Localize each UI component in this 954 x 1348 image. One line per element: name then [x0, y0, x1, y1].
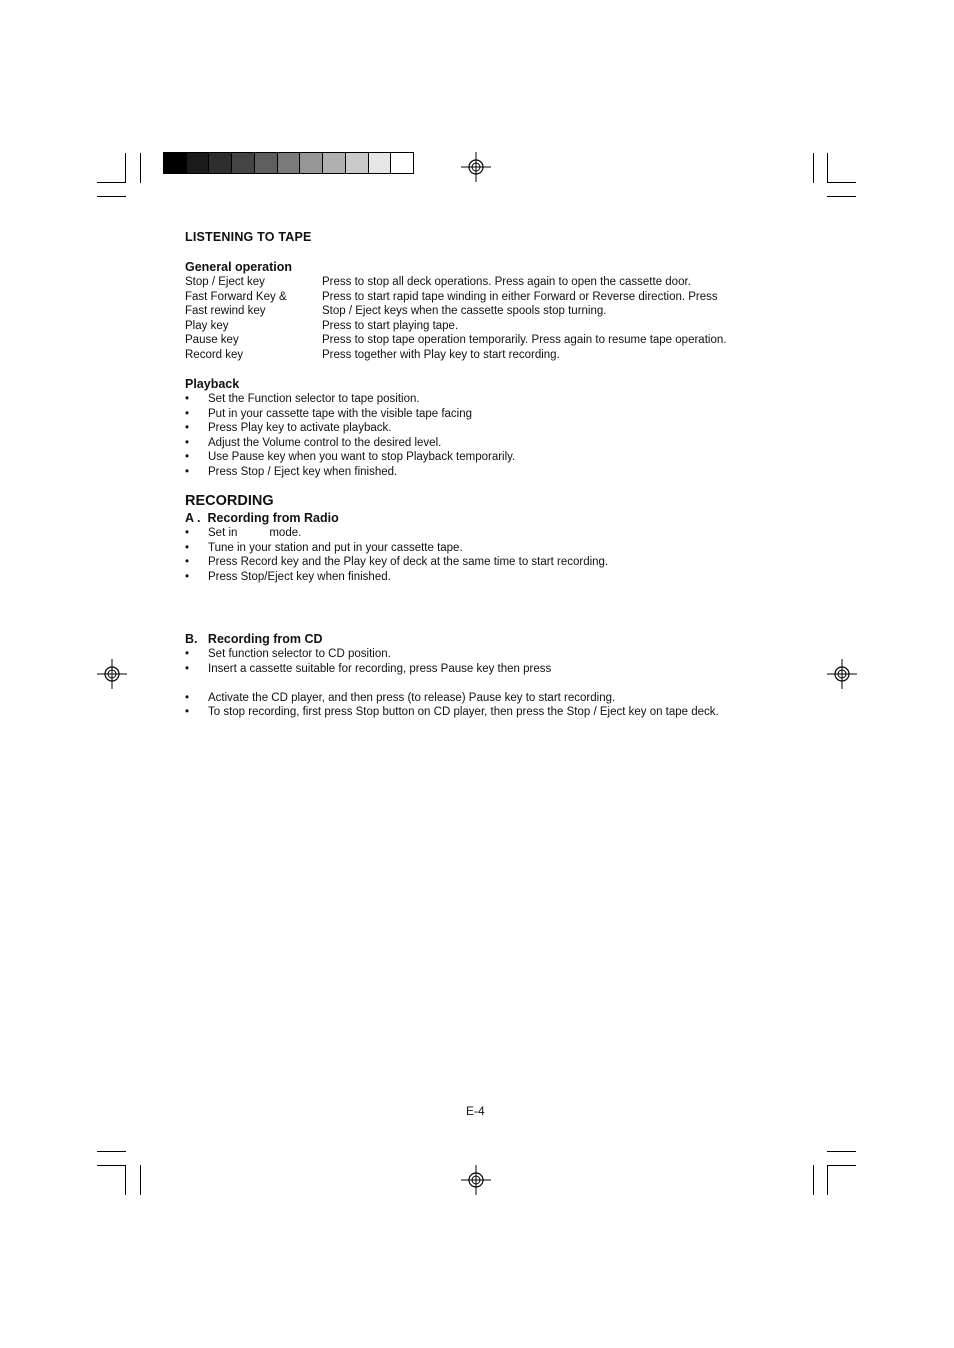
gray-swatch	[346, 153, 369, 173]
crop-mark	[827, 196, 856, 197]
crop-mark	[827, 182, 856, 183]
list-item: • Use Pause key when you want to stop Playback temporarily.	[185, 450, 785, 465]
recording-from-cd-heading: B. Recording from CD	[185, 632, 323, 646]
crop-mark	[125, 153, 126, 183]
crop-mark	[97, 196, 126, 197]
table-row	[185, 275, 785, 290]
page-number: E-4	[466, 1104, 485, 1118]
key-name: Stop / Eject key	[185, 276, 265, 288]
recording-radio-list	[185, 526, 785, 584]
general-operation-table	[185, 275, 785, 362]
crop-mark	[813, 1165, 814, 1195]
key-name: Pause key	[185, 334, 239, 346]
list-item: • Insert a cassette suitable for recording, press Pause key then press	[185, 662, 785, 677]
list-item: • Tune in your station and put in your cassette tape.	[185, 541, 785, 556]
recording-from-radio-heading: A . Recording from Radio	[185, 511, 339, 525]
gray-swatch	[278, 153, 301, 173]
key-description: Stop / Eject keys when the cassette spools stop turning.	[322, 305, 607, 317]
crop-mark	[813, 153, 814, 183]
gray-swatch	[255, 153, 278, 173]
crop-mark	[140, 153, 141, 183]
registration-mark-icon	[827, 659, 857, 689]
registration-mark-icon	[97, 659, 127, 689]
manual-page-content	[185, 229, 785, 720]
crop-mark	[827, 1165, 856, 1166]
table-row	[185, 304, 785, 319]
list-item: • To stop recording, first press Stop button on CD player, then press the Stop / Eject key on tape deck.	[185, 705, 785, 720]
general-operation-heading: General operation	[185, 260, 292, 274]
crop-mark	[125, 1165, 126, 1195]
table-row	[185, 319, 785, 334]
page-title: LISTENING TO TAPE	[185, 230, 312, 244]
crop-mark	[97, 1151, 126, 1152]
list-item: • Set function selector to CD position.	[185, 647, 785, 662]
list-item: • Put in your cassette tape with the visible tape facing	[185, 407, 785, 422]
playback-heading: Playback	[185, 377, 240, 391]
table-row	[185, 348, 785, 363]
list-item: • Set in mode.	[185, 526, 785, 541]
list-item: • Press Play key to activate playback.	[185, 421, 785, 436]
recording-cd-list-continued	[185, 691, 785, 720]
key-name: Record key	[185, 348, 244, 361]
list-item: • Press Record key and the Play key of deck at the same time to start recording.	[185, 555, 785, 570]
grayscale-calibration-strip	[163, 152, 414, 174]
playback-list	[185, 392, 785, 479]
crop-mark	[97, 182, 126, 183]
list-item: • Set the Function selector to tape position.	[185, 392, 785, 407]
list-item: • Press Stop / Eject key when finished.	[185, 465, 785, 480]
gray-swatch	[300, 153, 323, 173]
list-item: • Adjust the Volume control to the desired level.	[185, 436, 785, 451]
key-description: Press to stop all deck operations. Press again to open the cassette door.	[322, 276, 691, 288]
gray-swatch	[391, 153, 413, 173]
registration-mark-icon	[461, 1165, 491, 1195]
gray-swatch	[369, 153, 392, 173]
key-description: Press to start rapid tape winding in either Forward or Reverse direction. Press	[322, 290, 718, 303]
registration-mark-icon	[461, 152, 491, 182]
key-description: Press together with Play key to start recording.	[322, 348, 560, 361]
crop-mark	[827, 153, 828, 183]
key-description: Press to stop tape operation temporarily. Press again to resume tape operation.	[322, 334, 727, 346]
key-description: Press to start playing tape.	[322, 319, 459, 332]
gray-swatch	[209, 153, 232, 173]
list-item: • Press Stop/Eject key when finished.	[185, 570, 785, 585]
key-name: Fast rewind key	[185, 305, 266, 317]
crop-mark	[97, 1165, 126, 1166]
gray-swatch	[164, 153, 187, 173]
crop-mark	[827, 1165, 828, 1195]
table-row	[185, 290, 785, 305]
key-name: Fast Forward Key &	[185, 290, 287, 303]
recording-heading: RECORDING	[185, 493, 274, 509]
gray-swatch	[187, 153, 210, 173]
crop-mark	[827, 1151, 856, 1152]
recording-cd-list	[185, 647, 785, 676]
list-item: • Activate the CD player, and then press (to release) Pause key to start recording.	[185, 691, 785, 706]
gray-swatch	[232, 153, 255, 173]
key-name: Play key	[185, 319, 229, 332]
table-row	[185, 333, 785, 348]
gray-swatch	[323, 153, 346, 173]
crop-mark	[140, 1165, 141, 1195]
